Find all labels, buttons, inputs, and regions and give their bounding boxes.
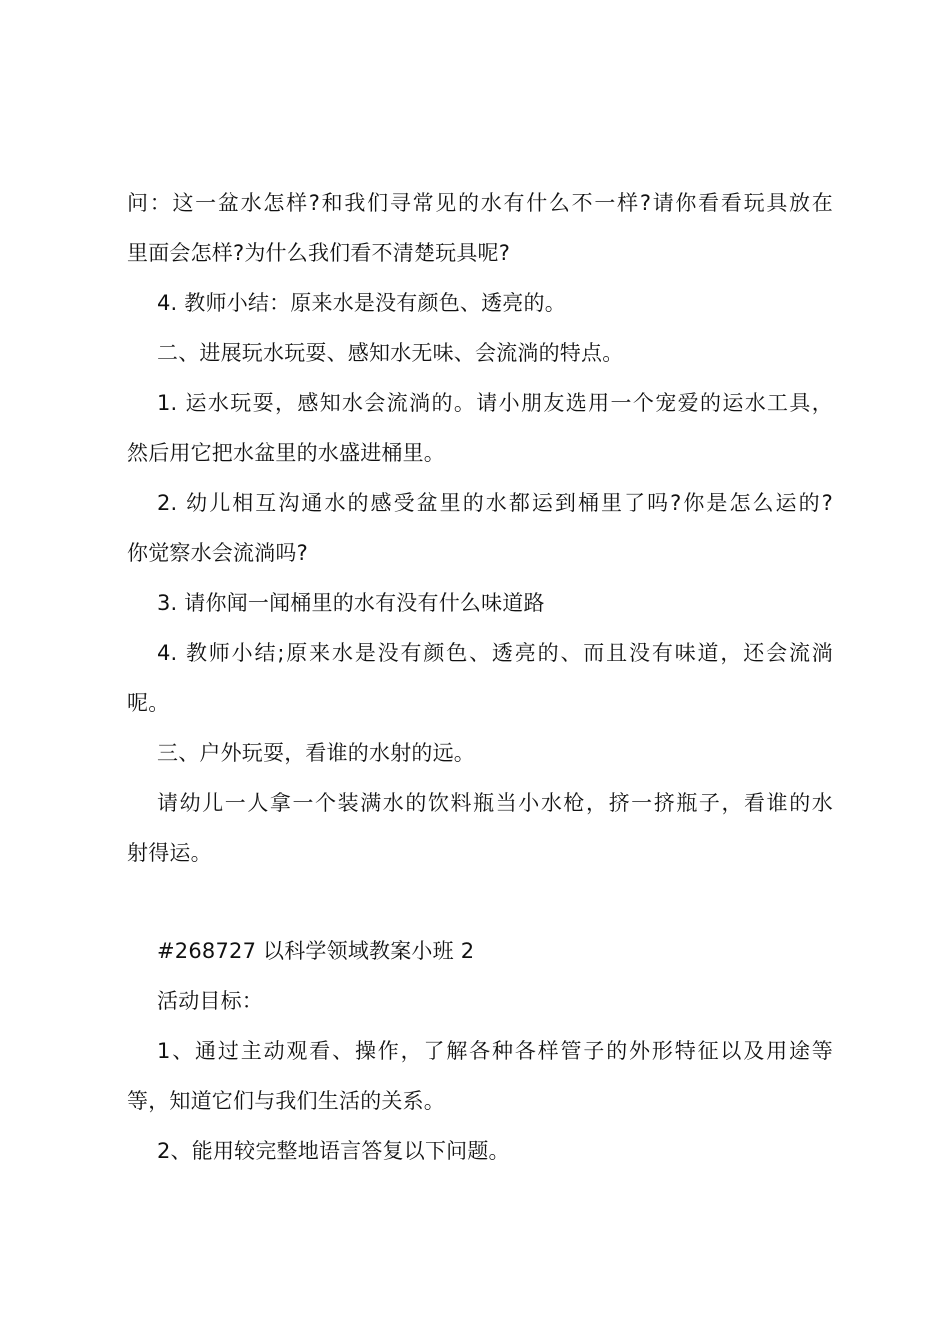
paragraph-line: 问：这一盆水怎样?和我们寻常见的水有什么不一样?请你看看玩具放在 [127,191,833,215]
paragraph-line: 3. 请你闻一闻桶里的水有没有什么味道路 [157,591,545,615]
paragraph-line: 1、通过主动观看、操作，了解各种各样管子的外形特征以及用途等 [157,1039,833,1063]
section-heading: 二、进展玩水玩耍、感知水无味、会流淌的特点。 [157,341,624,365]
paragraph-line: 呢。 [127,691,170,715]
section-heading: 活动目标： [157,989,263,1013]
paragraph-line: 2、能用较完整地语言答复以下问题。 [157,1139,510,1163]
paragraph-line: 射得运。 [127,841,212,865]
paragraph-line: 你觉察水会流淌吗? [127,541,308,565]
paragraph-line: 然后用它把水盆里的水盛进桶里。 [127,441,445,465]
paragraph-line: 2. 幼儿相互沟通水的感受盆里的水都运到桶里了吗?你是怎么运的? [157,491,833,515]
paragraph-line: 1. 运水玩耍，感知水会流淌的。请小朋友选用一个宠爱的运水工具， [157,391,833,415]
paragraph-line: 等，知道它们与我们生活的关系。 [127,1089,445,1113]
paragraph-line: 请幼儿一人拿一个装满水的饮料瓶当小水枪，挤一挤瓶子，看谁的水 [157,791,833,815]
paragraph-line: 4. 教师小结;原来水是没有颜色、透亮的、而且没有味道，还会流淌 [157,641,833,665]
paragraph-line: 里面会怎样?为什么我们看不清楚玩具呢? [127,241,511,265]
document-title: #268727 以科学领域教案小班 2 [157,939,475,963]
section-heading: 三、户外玩耍，看谁的水射的远。 [157,741,475,765]
paragraph-line: 4. 教师小结：原来水是没有颜色、透亮的。 [157,291,566,315]
